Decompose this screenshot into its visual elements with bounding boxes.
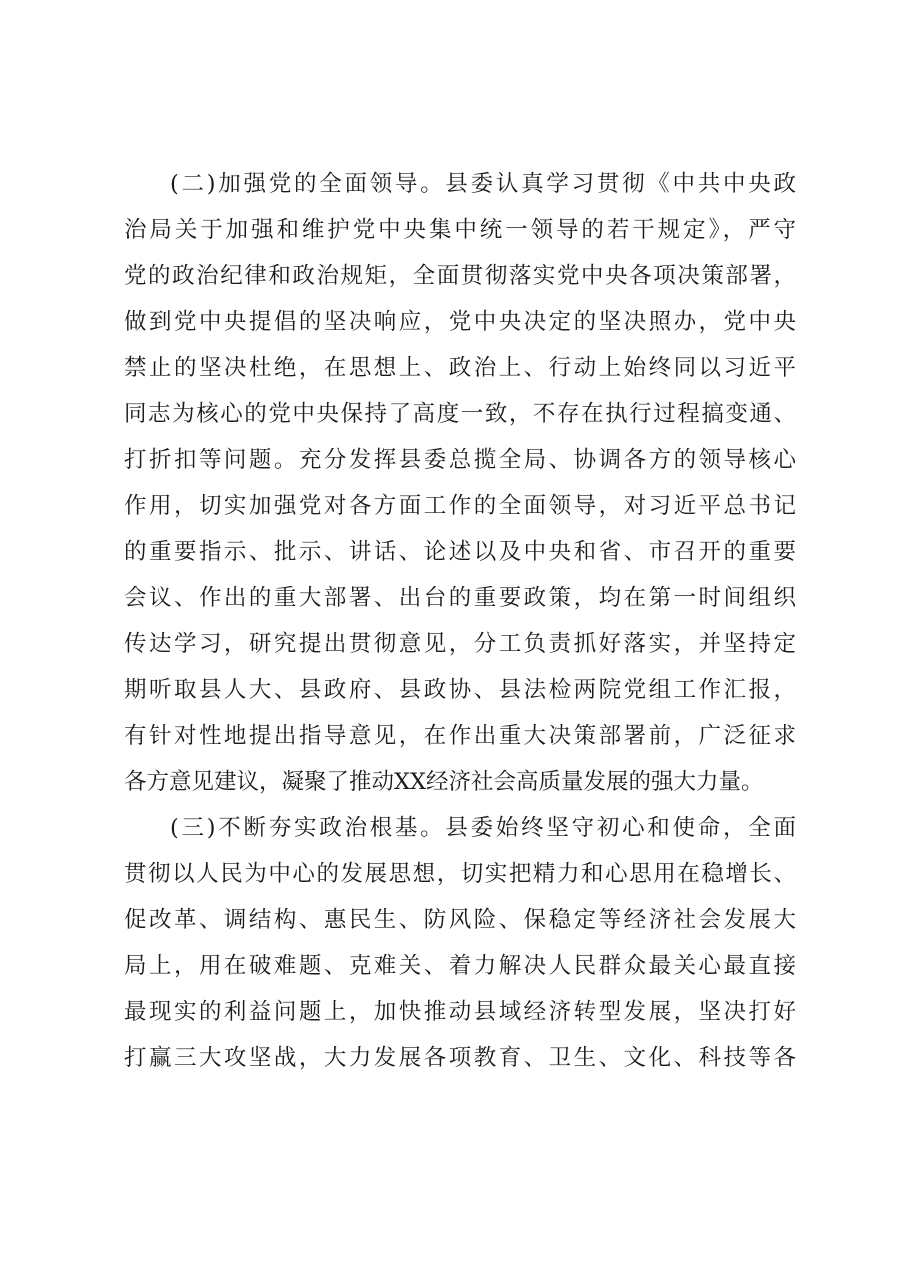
text-line: 贯彻以人民为中心的发展思想，切实把精力和心思用在稳增长、 [124,861,796,887]
text-line: 作用，切实加强党对各方面工作的全面领导，对习近平总书记 [124,493,796,519]
text-line: 治局关于加强和维护党中央集中统一领导的若干规定》，严守 [124,217,796,243]
text-line: 有针对性地提出指导意见，在作出重大决策部署前，广泛征求 [124,723,796,749]
text-line: 最现实的利益问题上，加快推动县域经济转型发展，坚决打好 [124,999,796,1025]
text-line: 期听取县人大、县政府、县政协、县法检两院党组工作汇报， [124,677,796,703]
paragraph-2-heading-line: (二)加强党的全面领导。县委认真学习贯彻《中共中央政 [170,171,796,197]
text-line: 同志为核心的党中央保持了高度一致，不存在执行过程搞变通、 [124,401,796,427]
text-line: 打折扣等问题。充分发挥县委总揽全局、协调各方的领导核心 [124,447,796,473]
text-line: 党的政治纪律和政治规矩，全面贯彻落实党中央各项决策部署， [124,263,796,289]
text-line: 促改革、调结构、惠民生、防风险、保稳定等经济社会发展大 [124,907,796,933]
text-line: 会议、作出的重大部署、出台的重要政策，均在第一时间组织 [124,585,796,611]
paragraph-3-heading-line: (三)不断夯实政治根基。县委始终坚守初心和使命，全面 [170,815,796,841]
text-line: 做到党中央提倡的坚决响应，党中央决定的坚决照办，党中央 [124,309,796,335]
text-line: 禁止的坚决杜绝，在思想上、政治上、行动上始终同以习近平 [124,355,796,381]
text-line: 传达学习，研究提出贯彻意见，分工负责抓好落实，并坚持定 [124,631,796,657]
text-line: 的重要指示、批示、讲话、论述以及中央和省、市召开的重要 [124,539,796,565]
text-line: 打赢三大攻坚战，大力发展各项教育、卫生、文化、科技等各 [124,1045,796,1071]
text-line: 局上，用在破难题、克难关、着力解决人民群众最关心最直接 [124,953,796,979]
text-line: 各方意见建议，凝聚了推动XX经济社会高质量发展的强大力量。 [124,769,764,795]
